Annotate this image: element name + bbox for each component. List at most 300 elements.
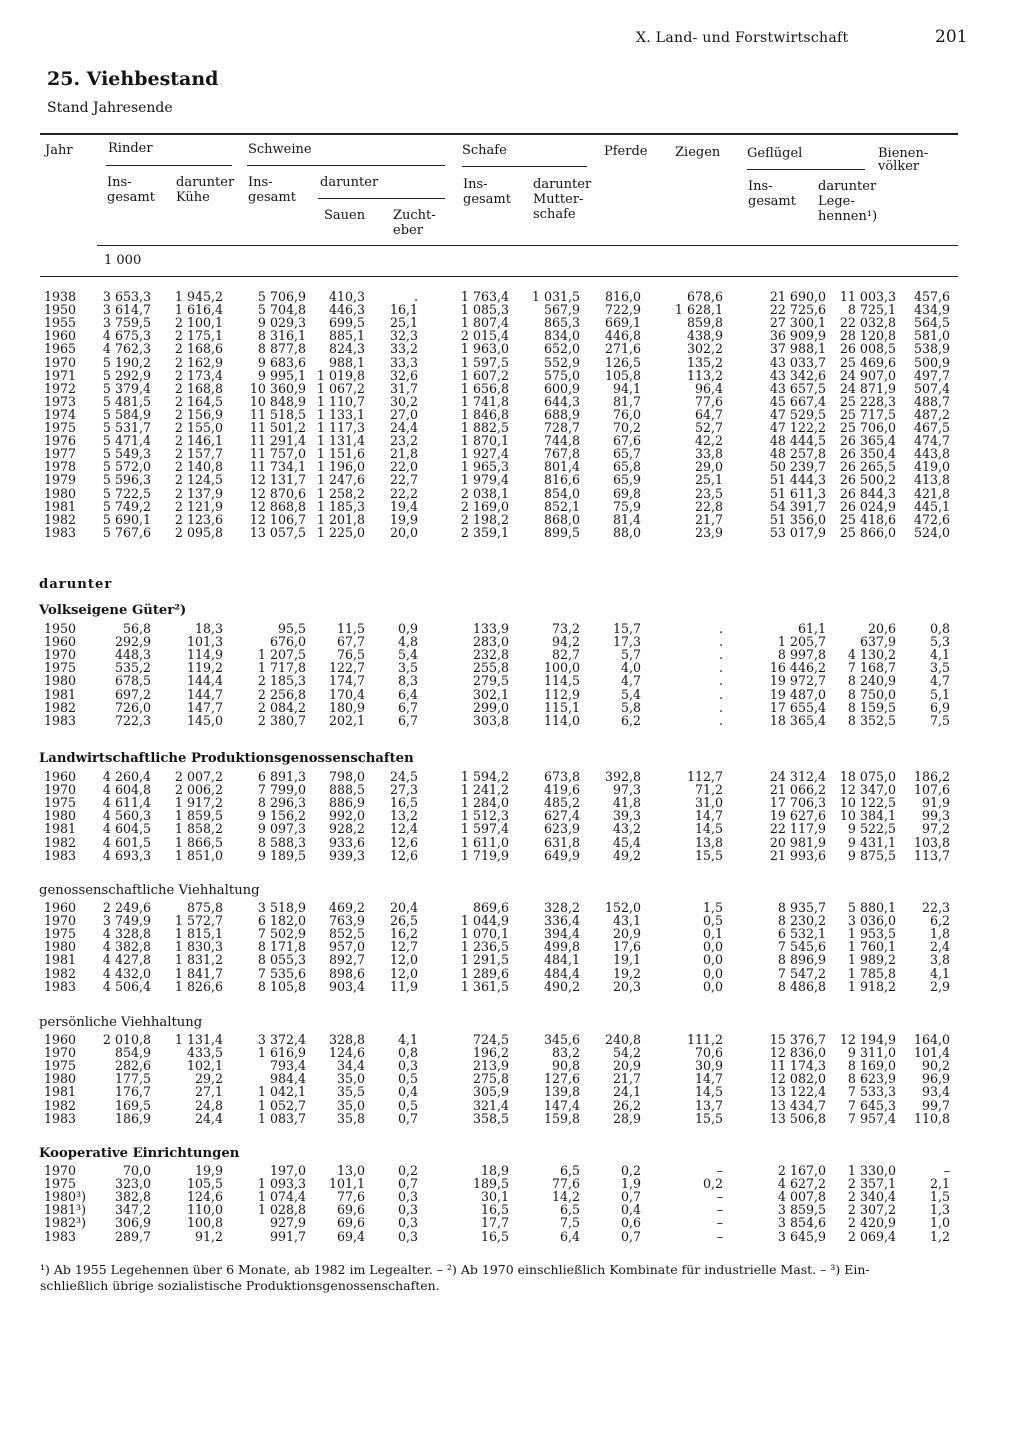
cell-zuchteber: 24,4 bbox=[389, 420, 418, 435]
darunter-label: darunter bbox=[39, 577, 113, 592]
cell-gefluegel-insgesamt: 50 239,7 bbox=[769, 459, 826, 475]
row-year: 1979 bbox=[44, 472, 77, 488]
cell-legehennen: 2 340,4 bbox=[847, 1189, 896, 1205]
rule-gefluegel bbox=[747, 169, 865, 170]
cell-legehennen: 7 645,3 bbox=[847, 1097, 896, 1113]
cell-mutterschafe: 627,4 bbox=[543, 808, 580, 824]
cell-bienenvoelker: 107,6 bbox=[913, 782, 950, 798]
cell-schafe-insgesamt: 869,6 bbox=[472, 900, 509, 915]
cell-bienenvoelker: 103,8 bbox=[913, 834, 950, 850]
cell-rinder-insgesamt: 678,5 bbox=[114, 673, 151, 689]
cell-zuchteber: 20,0 bbox=[389, 524, 418, 540]
cell-ziegen: – bbox=[716, 1163, 723, 1178]
cell-sauen: 928,2 bbox=[328, 821, 365, 837]
cell-ziegen: – bbox=[716, 1228, 723, 1244]
group-title: Kooperative Einrichtungen bbox=[39, 1146, 240, 1161]
cell-schafe-insgesamt: 1 597,4 bbox=[460, 821, 509, 837]
cell-schafe-insgesamt: 1 963,0 bbox=[460, 341, 509, 357]
cell-bienenvoelker: 22,3 bbox=[921, 900, 950, 915]
cell-schafe-insgesamt: 1 807,4 bbox=[460, 315, 509, 331]
row-year: 1965 bbox=[44, 341, 77, 357]
cell-bienenvoelker: 474,7 bbox=[913, 433, 950, 449]
cell-legehennen: 11 003,3 bbox=[839, 289, 896, 304]
cell-zuchteber: 33,2 bbox=[389, 341, 418, 357]
cell-rinder-kuehe: 101,3 bbox=[186, 634, 223, 650]
cell-sauen: 1 133,1 bbox=[316, 406, 365, 422]
cell-zuchteber: 4,1 bbox=[397, 1032, 418, 1047]
cell-zuchteber: 13,2 bbox=[389, 808, 418, 824]
cell-mutterschafe: 14,2 bbox=[551, 1189, 580, 1205]
row-year: 1974 bbox=[44, 406, 77, 422]
cell-schafe-insgesamt: 724,5 bbox=[472, 1032, 509, 1047]
cell-pferde: 65,8 bbox=[612, 459, 641, 475]
cell-rinder-insgesamt: 347,2 bbox=[114, 1202, 151, 1218]
cell-pferde: 20,3 bbox=[612, 978, 641, 994]
cell-sauen: 174,7 bbox=[328, 673, 365, 689]
cell-pferde: 5,8 bbox=[620, 699, 641, 715]
cell-bienenvoelker: 3,8 bbox=[929, 952, 950, 968]
cell-mutterschafe: 868,0 bbox=[543, 511, 580, 527]
cell-bienenvoelker: 5,1 bbox=[929, 686, 950, 702]
cell-zuchteber: . bbox=[413, 289, 418, 304]
cell-ziegen: 25,1 bbox=[694, 472, 723, 488]
cell-zuchteber: 0,7 bbox=[397, 1176, 418, 1192]
cell-bienenvoelker: 0,8 bbox=[929, 621, 950, 636]
cell-zuchteber: 30,2 bbox=[389, 393, 418, 409]
row-year: 1983 bbox=[44, 978, 77, 994]
cell-pferde: 39,3 bbox=[612, 808, 641, 824]
cell-sauen: 122,7 bbox=[328, 660, 365, 676]
cell-gefluegel-insgesamt: 21 066,2 bbox=[769, 782, 826, 798]
cell-rinder-kuehe: 1 851,0 bbox=[174, 847, 223, 863]
cell-rinder-insgesamt: 4 427,8 bbox=[102, 952, 151, 968]
cell-ziegen: – bbox=[716, 1189, 723, 1205]
cell-rinder-insgesamt: 448,3 bbox=[114, 647, 151, 663]
cell-ziegen: 0,1 bbox=[702, 926, 723, 942]
cell-mutterschafe: 552,9 bbox=[543, 354, 580, 370]
row-year: 1971 bbox=[44, 367, 77, 383]
cell-legehennen: 8 725,1 bbox=[847, 302, 896, 318]
cell-gefluegel-insgesamt: 24 312,4 bbox=[769, 769, 826, 784]
cell-gefluegel-insgesamt: 19 972,7 bbox=[769, 673, 826, 689]
row-year: 1970 bbox=[44, 647, 77, 663]
cell-ziegen: 33,8 bbox=[694, 446, 723, 462]
cell-bienenvoelker: 3,5 bbox=[929, 660, 950, 676]
cell-schafe-insgesamt: 2 198,2 bbox=[460, 511, 509, 527]
cell-sauen: 892,7 bbox=[328, 952, 365, 968]
cell-gefluegel-insgesamt: 2 167,0 bbox=[777, 1163, 826, 1178]
cell-pferde: 97,3 bbox=[612, 782, 641, 798]
cell-pferde: 24,1 bbox=[612, 1084, 641, 1100]
cell-bienenvoelker: 488,7 bbox=[913, 393, 950, 409]
cell-schweine-insgesamt: 1 616,9 bbox=[257, 1045, 306, 1061]
cell-rinder-kuehe: 1 859,5 bbox=[174, 808, 223, 824]
cell-schweine-insgesamt: 11 757,0 bbox=[249, 446, 306, 462]
cell-bienenvoelker: 113,7 bbox=[913, 847, 950, 863]
cell-gefluegel-insgesamt: 13 434,7 bbox=[769, 1097, 826, 1113]
cell-legehennen: 9 522,5 bbox=[847, 821, 896, 837]
cell-gefluegel-insgesamt: 12 836,0 bbox=[769, 1045, 826, 1061]
cell-mutterschafe: 139,8 bbox=[543, 1084, 580, 1100]
cell-rinder-kuehe: 1 831,2 bbox=[174, 952, 223, 968]
cell-bienenvoelker: 2,1 bbox=[929, 1176, 950, 1192]
cell-zuchteber: 22,0 bbox=[389, 459, 418, 475]
cell-schweine-insgesamt: 1 093,3 bbox=[257, 1176, 306, 1192]
cell-bienenvoelker: 6,9 bbox=[929, 699, 950, 715]
cell-gefluegel-insgesamt: 17 655,4 bbox=[769, 699, 826, 715]
cell-schafe-insgesamt: 2 359,1 bbox=[460, 524, 509, 540]
rule-schweine bbox=[247, 165, 445, 166]
cell-rinder-kuehe: 2 164,5 bbox=[174, 393, 223, 409]
cell-legehennen: 18 075,0 bbox=[839, 769, 896, 784]
cell-rinder-kuehe: 1 826,6 bbox=[174, 978, 223, 994]
cell-rinder-insgesamt: 2 010,8 bbox=[102, 1032, 151, 1047]
cell-mutterschafe: 688,9 bbox=[543, 406, 580, 422]
cell-legehennen: 8 169,0 bbox=[847, 1058, 896, 1074]
cell-bienenvoelker: 1,2 bbox=[929, 1228, 950, 1244]
cell-rinder-kuehe: 18,3 bbox=[194, 621, 223, 636]
cell-zuchteber: 6,7 bbox=[397, 712, 418, 728]
cell-sauen: 469,2 bbox=[328, 900, 365, 915]
cell-ziegen: 0,2 bbox=[702, 1176, 723, 1192]
cell-zuchteber: 3,5 bbox=[397, 660, 418, 676]
cell-mutterschafe: 652,0 bbox=[543, 341, 580, 357]
cell-ziegen: 1,5 bbox=[702, 900, 723, 915]
cell-pferde: 69,8 bbox=[612, 485, 641, 501]
cell-sauen: 446,3 bbox=[328, 302, 365, 318]
row-year: 1960 bbox=[44, 769, 77, 784]
cell-bienenvoelker: 96,9 bbox=[921, 1071, 950, 1087]
cell-legehennen: 1 953,5 bbox=[847, 926, 896, 942]
cell-bienenvoelker: 186,2 bbox=[913, 769, 950, 784]
cell-zuchteber: 0,3 bbox=[397, 1215, 418, 1231]
cell-rinder-kuehe: 1 866,5 bbox=[174, 834, 223, 850]
cell-rinder-kuehe: 29,2 bbox=[194, 1071, 223, 1087]
cell-mutterschafe: 816,6 bbox=[543, 472, 580, 488]
cell-schweine-insgesamt: 197,0 bbox=[269, 1163, 306, 1178]
cell-bienenvoelker: 4,1 bbox=[929, 647, 950, 663]
cell-legehennen: 7 168,7 bbox=[847, 660, 896, 676]
cell-sauen: 885,1 bbox=[328, 328, 365, 344]
cell-schweine-insgesamt: 8 105,8 bbox=[257, 978, 306, 994]
cell-schweine-insgesamt: 9 189,5 bbox=[257, 847, 306, 863]
cell-rinder-kuehe: 2 100,1 bbox=[174, 315, 223, 331]
row-year: 1938 bbox=[44, 289, 77, 304]
cell-sauen: 1 067,2 bbox=[316, 380, 365, 396]
cell-sauen: 180,9 bbox=[328, 699, 365, 715]
cell-schafe-insgesamt: 1 085,3 bbox=[460, 302, 509, 318]
cell-schafe-insgesamt: 279,5 bbox=[472, 673, 509, 689]
cell-legehennen: 26 350,4 bbox=[839, 446, 896, 462]
cell-ziegen: 64,7 bbox=[694, 406, 723, 422]
cell-schafe-insgesamt: 1 763,4 bbox=[460, 289, 509, 304]
cell-ziegen: 30,9 bbox=[694, 1058, 723, 1074]
cell-ziegen: 14,5 bbox=[694, 1084, 723, 1100]
row-year: 1955 bbox=[44, 315, 77, 331]
cell-pferde: 0,6 bbox=[620, 1215, 641, 1231]
cell-ziegen: . bbox=[718, 660, 723, 676]
cell-sauen: 824,3 bbox=[328, 341, 365, 357]
cell-rinder-kuehe: 2 124,5 bbox=[174, 472, 223, 488]
cell-mutterschafe: 114,0 bbox=[543, 712, 580, 728]
cell-rinder-kuehe: 2 157,7 bbox=[174, 446, 223, 462]
cell-bienenvoelker: 91,9 bbox=[921, 795, 950, 811]
cell-schweine-insgesamt: 5 704,8 bbox=[257, 302, 306, 318]
cell-bienenvoelker: 421,8 bbox=[913, 485, 950, 501]
cell-pferde: 4,0 bbox=[620, 660, 641, 676]
row-year: 1983 bbox=[44, 1110, 77, 1126]
cell-rinder-kuehe: 1 945,2 bbox=[174, 289, 223, 304]
cell-rinder-kuehe: 2 162,9 bbox=[174, 354, 223, 370]
cell-ziegen: 23,9 bbox=[694, 524, 723, 540]
cell-rinder-kuehe: 145,0 bbox=[186, 712, 223, 728]
cell-rinder-insgesamt: 2 249,6 bbox=[102, 900, 151, 915]
cell-schweine-insgesamt: 10 848,9 bbox=[249, 393, 306, 409]
cell-pferde: 816,0 bbox=[604, 289, 641, 304]
row-year: 1970 bbox=[44, 782, 77, 798]
rule-schafe bbox=[462, 166, 587, 167]
cell-schweine-insgesamt: 1 207,5 bbox=[257, 647, 306, 663]
cell-schafe-insgesamt: 1 597,5 bbox=[460, 354, 509, 370]
cell-zuchteber: 16,1 bbox=[389, 302, 418, 318]
cell-pferde: 19,1 bbox=[612, 952, 641, 968]
cell-mutterschafe: 147,4 bbox=[543, 1097, 580, 1113]
cell-schafe-insgesamt: 303,8 bbox=[472, 712, 509, 728]
cell-schafe-insgesamt: 1 070,1 bbox=[460, 926, 509, 942]
cell-rinder-kuehe: 110,0 bbox=[186, 1202, 223, 1218]
cell-sauen: 35,8 bbox=[336, 1110, 365, 1126]
row-year: 1950 bbox=[44, 621, 77, 636]
row-year: 1982³) bbox=[44, 1215, 87, 1231]
cell-bienenvoelker: 507,4 bbox=[913, 380, 950, 396]
row-year: 1950 bbox=[44, 302, 77, 318]
cell-schweine-insgesamt: 12 106,7 bbox=[249, 511, 306, 527]
cell-pferde: 240,8 bbox=[604, 1032, 641, 1047]
cell-legehennen: 9 431,1 bbox=[847, 834, 896, 850]
cell-ziegen: . bbox=[718, 686, 723, 702]
cell-pferde: 0,4 bbox=[620, 1202, 641, 1218]
row-year: 1981 bbox=[44, 686, 77, 702]
cell-schafe-insgesamt: 1 965,3 bbox=[460, 459, 509, 475]
cell-zuchteber: 12,6 bbox=[389, 834, 418, 850]
row-year: 1983 bbox=[44, 1228, 77, 1244]
cell-legehennen: 8 159,5 bbox=[847, 699, 896, 715]
cell-ziegen: – bbox=[716, 1215, 723, 1231]
cell-sauen: 1 185,3 bbox=[316, 498, 365, 514]
cell-bienenvoelker: 419,0 bbox=[913, 459, 950, 475]
cell-rinder-kuehe: 144,4 bbox=[186, 673, 223, 689]
col-pferde: Pferde bbox=[604, 144, 648, 159]
col-bienen: Bienen- völker bbox=[878, 146, 929, 174]
cell-sauen: 852,5 bbox=[328, 926, 365, 942]
col-sauen: Sauen bbox=[324, 208, 366, 223]
cell-schweine-insgesamt: 2 084,2 bbox=[257, 699, 306, 715]
cell-sauen: 67,7 bbox=[336, 634, 365, 650]
cell-mutterschafe: 852,1 bbox=[543, 498, 580, 514]
col-rinder: Rinder bbox=[108, 141, 153, 156]
row-year: 1970 bbox=[44, 1163, 77, 1178]
cell-mutterschafe: 114,5 bbox=[543, 673, 580, 689]
cell-legehennen: 20,6 bbox=[867, 621, 896, 636]
cell-pferde: 67,6 bbox=[612, 433, 641, 449]
cell-bienenvoelker: 472,6 bbox=[913, 511, 950, 527]
group-title: genossenschaftliche Viehhaltung bbox=[39, 883, 260, 898]
cell-bienenvoelker: 500,9 bbox=[913, 354, 950, 370]
col-schafe-insgesamt: Ins- gesamt bbox=[463, 177, 511, 207]
cell-bienenvoelker: 1,3 bbox=[929, 1202, 950, 1218]
cell-legehennen: 9 311,0 bbox=[847, 1045, 896, 1061]
row-year: 1975 bbox=[44, 1176, 77, 1192]
row-year: 1980 bbox=[44, 1071, 77, 1087]
cell-rinder-kuehe: 2 007,2 bbox=[174, 769, 223, 784]
cell-mutterschafe: 328,2 bbox=[543, 900, 580, 915]
cell-ziegen: 678,6 bbox=[686, 289, 723, 304]
cell-bienenvoelker: 1,8 bbox=[929, 926, 950, 942]
cell-rinder-insgesamt: 722,3 bbox=[114, 712, 151, 728]
col-rinder-insgesamt: Ins- gesamt bbox=[107, 175, 155, 205]
cell-rinder-insgesamt: 4 560,3 bbox=[102, 808, 151, 824]
row-year: 1960 bbox=[44, 1032, 77, 1047]
cell-mutterschafe: 834,0 bbox=[543, 328, 580, 344]
cell-rinder-kuehe: 1 815,1 bbox=[174, 926, 223, 942]
cell-schweine-insgesamt: 6 182,0 bbox=[257, 913, 306, 929]
cell-ziegen: . bbox=[718, 699, 723, 715]
cell-zuchteber: 0,8 bbox=[397, 1045, 418, 1061]
cell-zuchteber: 32,6 bbox=[389, 367, 418, 383]
cell-ziegen: 96,4 bbox=[694, 380, 723, 396]
cell-schafe-insgesamt: 2 038,1 bbox=[460, 485, 509, 501]
cell-ziegen: 77,6 bbox=[694, 393, 723, 409]
cell-mutterschafe: 7,5 bbox=[559, 1215, 580, 1231]
cell-schafe-insgesamt: 1 882,5 bbox=[460, 420, 509, 435]
cell-schafe-insgesamt: 1 284,0 bbox=[460, 795, 509, 811]
cell-pferde: 4,7 bbox=[620, 673, 641, 689]
cell-sauen: 1 019,8 bbox=[316, 367, 365, 383]
cell-mutterschafe: 600,9 bbox=[543, 380, 580, 396]
cell-bienenvoelker: 524,0 bbox=[913, 524, 950, 540]
cell-bienenvoelker: 101,4 bbox=[913, 1045, 950, 1061]
cell-pferde: 6,2 bbox=[620, 712, 641, 728]
row-year: 1983 bbox=[44, 847, 77, 863]
cell-ziegen: 23,5 bbox=[694, 485, 723, 501]
cell-schweine-insgesamt: 6 891,3 bbox=[257, 769, 306, 784]
cell-rinder-kuehe: 2 175,1 bbox=[174, 328, 223, 344]
cell-rinder-insgesamt: 186,9 bbox=[114, 1110, 151, 1126]
cell-schafe-insgesamt: 2 015,4 bbox=[460, 328, 509, 344]
cell-schafe-insgesamt: 1 719,9 bbox=[460, 847, 509, 863]
cell-pferde: 65,9 bbox=[612, 472, 641, 488]
cell-rinder-insgesamt: 56,8 bbox=[122, 621, 151, 636]
cell-pferde: 105,8 bbox=[604, 367, 641, 383]
row-year: 1975 bbox=[44, 420, 77, 435]
cell-rinder-insgesamt: 4 693,3 bbox=[102, 847, 151, 863]
cell-pferde: 49,2 bbox=[612, 847, 641, 863]
row-year: 1981 bbox=[44, 1084, 77, 1100]
cell-legehennen: 2 069,4 bbox=[847, 1228, 896, 1244]
cell-schafe-insgesamt: 232,8 bbox=[472, 647, 509, 663]
cell-bienenvoelker: 93,4 bbox=[921, 1084, 950, 1100]
cell-schweine-insgesamt: 7 502,9 bbox=[257, 926, 306, 942]
row-year: 1981 bbox=[44, 821, 77, 837]
cell-gefluegel-insgesamt: 7 545,6 bbox=[777, 939, 826, 955]
cell-gefluegel-insgesamt: 21 690,0 bbox=[769, 289, 826, 304]
cell-legehennen: 25 418,6 bbox=[839, 511, 896, 527]
cell-ziegen: . bbox=[718, 673, 723, 689]
cell-pferde: 70,2 bbox=[612, 420, 641, 435]
cell-pferde: 0,2 bbox=[620, 1163, 641, 1178]
cell-rinder-insgesamt: 3 614,7 bbox=[102, 302, 151, 318]
cell-gefluegel-insgesamt: 13 506,8 bbox=[769, 1110, 826, 1126]
cell-gefluegel-insgesamt: 61,1 bbox=[797, 621, 826, 636]
col-gefluegel-legehennen: darunter Lege- hennen¹) bbox=[818, 179, 878, 224]
cell-gefluegel-insgesamt: 3 859,5 bbox=[777, 1202, 826, 1218]
cell-gefluegel-insgesamt: 43 657,5 bbox=[769, 380, 826, 396]
cell-sauen: 888,5 bbox=[328, 782, 365, 798]
cell-schweine-insgesamt: 95,5 bbox=[277, 621, 306, 636]
cell-rinder-kuehe: 1 917,2 bbox=[174, 795, 223, 811]
cell-rinder-kuehe: 102,1 bbox=[186, 1058, 223, 1074]
cell-sauen: 886,9 bbox=[328, 795, 365, 811]
cell-gefluegel-insgesamt: 51 611,3 bbox=[769, 485, 826, 501]
cell-sauen: 988,1 bbox=[328, 354, 365, 370]
cell-zuchteber: 0,9 bbox=[397, 621, 418, 636]
cell-zuchteber: 4,8 bbox=[397, 634, 418, 650]
cell-zuchteber: 8,3 bbox=[397, 673, 418, 689]
cell-zuchteber: 6,7 bbox=[397, 699, 418, 715]
cell-pferde: 0,7 bbox=[620, 1228, 641, 1244]
cell-rinder-insgesamt: 5 767,6 bbox=[102, 524, 151, 540]
cell-pferde: 54,2 bbox=[612, 1045, 641, 1061]
cell-bienenvoelker: 99,3 bbox=[921, 808, 950, 824]
cell-rinder-insgesamt: 5 379,4 bbox=[102, 380, 151, 396]
cell-zuchteber: 5,4 bbox=[397, 647, 418, 663]
row-year: 1980 bbox=[44, 808, 77, 824]
cell-pferde: 5,4 bbox=[620, 686, 641, 702]
cell-rinder-kuehe: 1 858,2 bbox=[174, 821, 223, 837]
cell-pferde: 5,7 bbox=[620, 647, 641, 663]
cell-schweine-insgesamt: 1 052,7 bbox=[257, 1097, 306, 1113]
cell-sauen: 933,6 bbox=[328, 834, 365, 850]
cell-sauen: 898,6 bbox=[328, 965, 365, 981]
cell-rinder-insgesamt: 4 382,8 bbox=[102, 939, 151, 955]
cell-rinder-kuehe: 1 572,7 bbox=[174, 913, 223, 929]
cell-schafe-insgesamt: 1 927,4 bbox=[460, 446, 509, 462]
cell-mutterschafe: 484,1 bbox=[543, 952, 580, 968]
cell-gefluegel-insgesamt: 20 981,9 bbox=[769, 834, 826, 850]
cell-schweine-insgesamt: 12 870,6 bbox=[249, 485, 306, 501]
cell-gefluegel-insgesamt: 43 342,6 bbox=[769, 367, 826, 383]
cell-gefluegel-insgesamt: 53 017,9 bbox=[769, 524, 826, 540]
col-schafe-mutter: darunter Mutter- schafe bbox=[533, 177, 592, 222]
cell-zuchteber: 26,5 bbox=[389, 913, 418, 929]
cell-sauen: 101,1 bbox=[328, 1176, 365, 1192]
cell-sauen: 1 258,2 bbox=[316, 485, 365, 501]
cell-mutterschafe: 485,2 bbox=[543, 795, 580, 811]
cell-sauen: 1 201,8 bbox=[316, 511, 365, 527]
cell-bienenvoelker: 90,2 bbox=[921, 1058, 950, 1074]
cell-ziegen: 438,9 bbox=[686, 328, 723, 344]
cell-zuchteber: 27,3 bbox=[389, 782, 418, 798]
cell-legehennen: 25 469,6 bbox=[839, 354, 896, 370]
cell-pferde: 19,2 bbox=[612, 965, 641, 981]
cell-mutterschafe: 899,5 bbox=[543, 524, 580, 540]
cell-schweine-insgesamt: 9 683,6 bbox=[257, 354, 306, 370]
cell-bienenvoelker: 1,0 bbox=[929, 1215, 950, 1231]
cell-legehennen: 1 989,2 bbox=[847, 952, 896, 968]
cell-gefluegel-insgesamt: 43 033,7 bbox=[769, 354, 826, 370]
cell-legehennen: 8 623,9 bbox=[847, 1071, 896, 1087]
cell-gefluegel-insgesamt: 8 997,8 bbox=[777, 647, 826, 663]
